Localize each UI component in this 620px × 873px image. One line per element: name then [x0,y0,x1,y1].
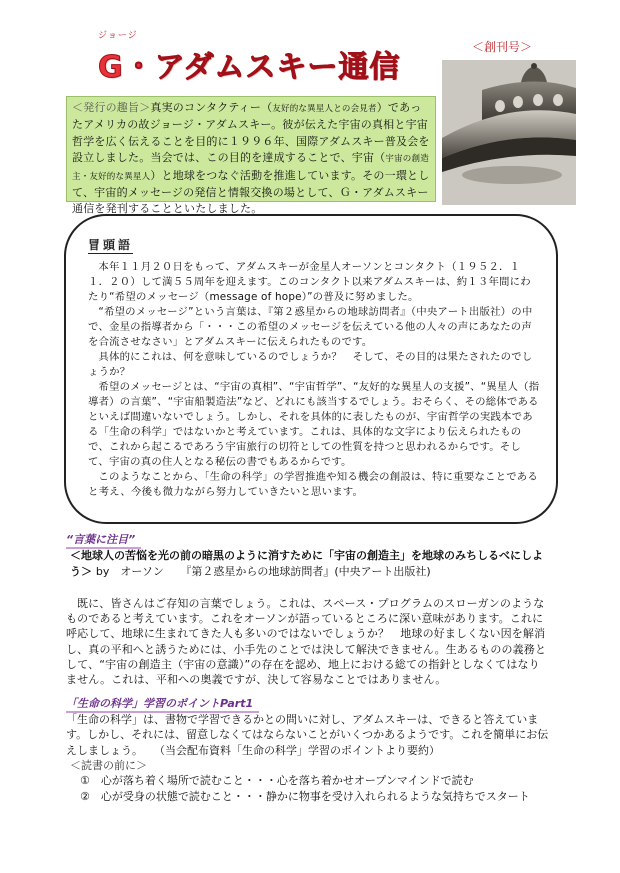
words-body [66,596,550,687]
purpose-note-1: 友好的な異星人との会見者 [272,104,377,114]
quote-attribution: by オーソン 『第２惑星からの地球訪問者』(中央アート出版社) [95,565,431,578]
foreword-paragraph: 具体的にこれは、何を意味しているのでしょうか？ そして、その目的は果たされたのでしょうか？ [88,351,533,378]
reading-heading: ＜読書の前に＞ [70,759,147,772]
ufo-image [442,60,576,205]
issue-label: ＜創刊号＞ [472,40,533,54]
foreword-paragraph: “希望のメッセージ”という言葉は、『第２惑星からの地球訪問者』（中央アート出版社）の中で、金星の指導者から「・・・この希望のメッセージを伝えている他の人々の声にあなたの声を合流させなさい」とアダムスキーに伝えられたものです。 [88,306,533,348]
purpose-label: ＜発行の趣旨＞ [72,101,151,114]
study-section-title-wrap [66,692,259,713]
reading-list [70,758,530,804]
words-section-title: “言葉に注目” [66,531,141,549]
purpose-text-2: ）であったアメリカの故ジョージ・アダムスキー。彼が伝えた宇宙の真相と宇宙哲学を広く伝えることを目的に１９９６年、国際アダムスキー普及会を設立しました。当会では、この目的を達成することで、宇宙（ [72,101,430,165]
foreword-heading: 冒頭語 [88,238,134,252]
purpose-box [66,96,436,216]
words-paragraph: 既に、皆さんはご存知の言葉でしょう。これは、スペース・プログラムのスローガンのようなものであると考えています。これをオーソンが語っているところに深い意味があります。これに呼応して、地球に生まれてきた人も多いのではないでしょうか？ 地球の好ましくない因を解消し、真の平和へと誘うためには、小手先のことでは決して解決できません。生あるものの義務として、“宇宙の創造主（宇宙の意識）”の存在を認め、地上における総ての指針としなくてはなりません。これは、平和への奥義ですが、決して容易なことではありません。 [66,597,547,687]
study-body [66,712,550,758]
foreword-box [64,214,558,524]
ufo-photo [442,60,576,205]
purpose-text-1: 真実のコンタクティー（ [150,101,273,114]
newsletter-title: G・アダムスキー通信 [98,50,401,85]
foreword-paragraph: 希望のメッセージとは、“宇宙の真相”、“宇宙哲学”、“友好的な異星人の支援”、“異星人（指導者）の言葉”、“宇宙船製造法”など、どれにも該当するでしょう。おそらく、その総体であるといえば間違いないでしょう。しかし、それを具体的に表したものが、宇宙哲学の実践本である「生命の科学」ではないかと考えています。これは、具体的な文字により伝えられたもので、これから起こるであろう宇宙旅行の切符としての性質を持つと思われるからです。そして、宇宙の真の住人となる秘伝の書でもあるからです。 [88,381,540,468]
orthon-quote [70,548,550,580]
purpose-note-2: 宇宙の創造主・友好的な異星人 [72,154,429,182]
reading-item: ② 心が受身の状態で読むこと・・・静かに物事を受け入れられるような気持ちでスタート [80,789,530,803]
study-section-title: 「生命の科学」学習のポイントPart1 [66,695,259,713]
foreword-paragraph: このようなことから、「生命の科学」の学習推進や知る機会の創設は、特に重要なことであると考え、今後も微力ながら努力していきたいと思います。 [88,471,538,498]
words-section-title-wrap [66,528,141,549]
purpose-text-3: ）と地球をつなぐ活動を推進しています。その一環として、宇宙的メッセージの発信と情報交換の場として、Ｇ・アダムスキー通信を発刊することといたしました。 [72,168,430,216]
reading-item: ① 心が落ち着く場所で読むこと・・・心を落ち着かせオープンマインドで読む [80,774,474,788]
title-ruby: ジョージ [98,31,138,41]
study-paragraph: 「生命の科学」は、書物で学習できるかとの問いに対し、アダムスキーは、できると答えています。しかし、それには、留意しなくてはならないことがいくつかあるようです。これを簡単にお伝えしましょう。 （当会配布資料「生命の科学」学習のポイントより要約） [66,713,549,757]
foreword-paragraph: 本年１１月２０日をもって、アダムスキーが金星人オーソンとコンタクト（１９５２．１１．２０）して満５５周年を迎えます。このコンタクト以来アダムスキーは、約１３年間にわたり“希望のメッセージ（message of hope）”の普及に努めました。 [88,261,531,303]
quote-text: ＜地球人の苦悩を光の前の暗黒のように消すために「宇宙の創造主」を地球のみちしるべにしよう＞ [70,549,543,578]
